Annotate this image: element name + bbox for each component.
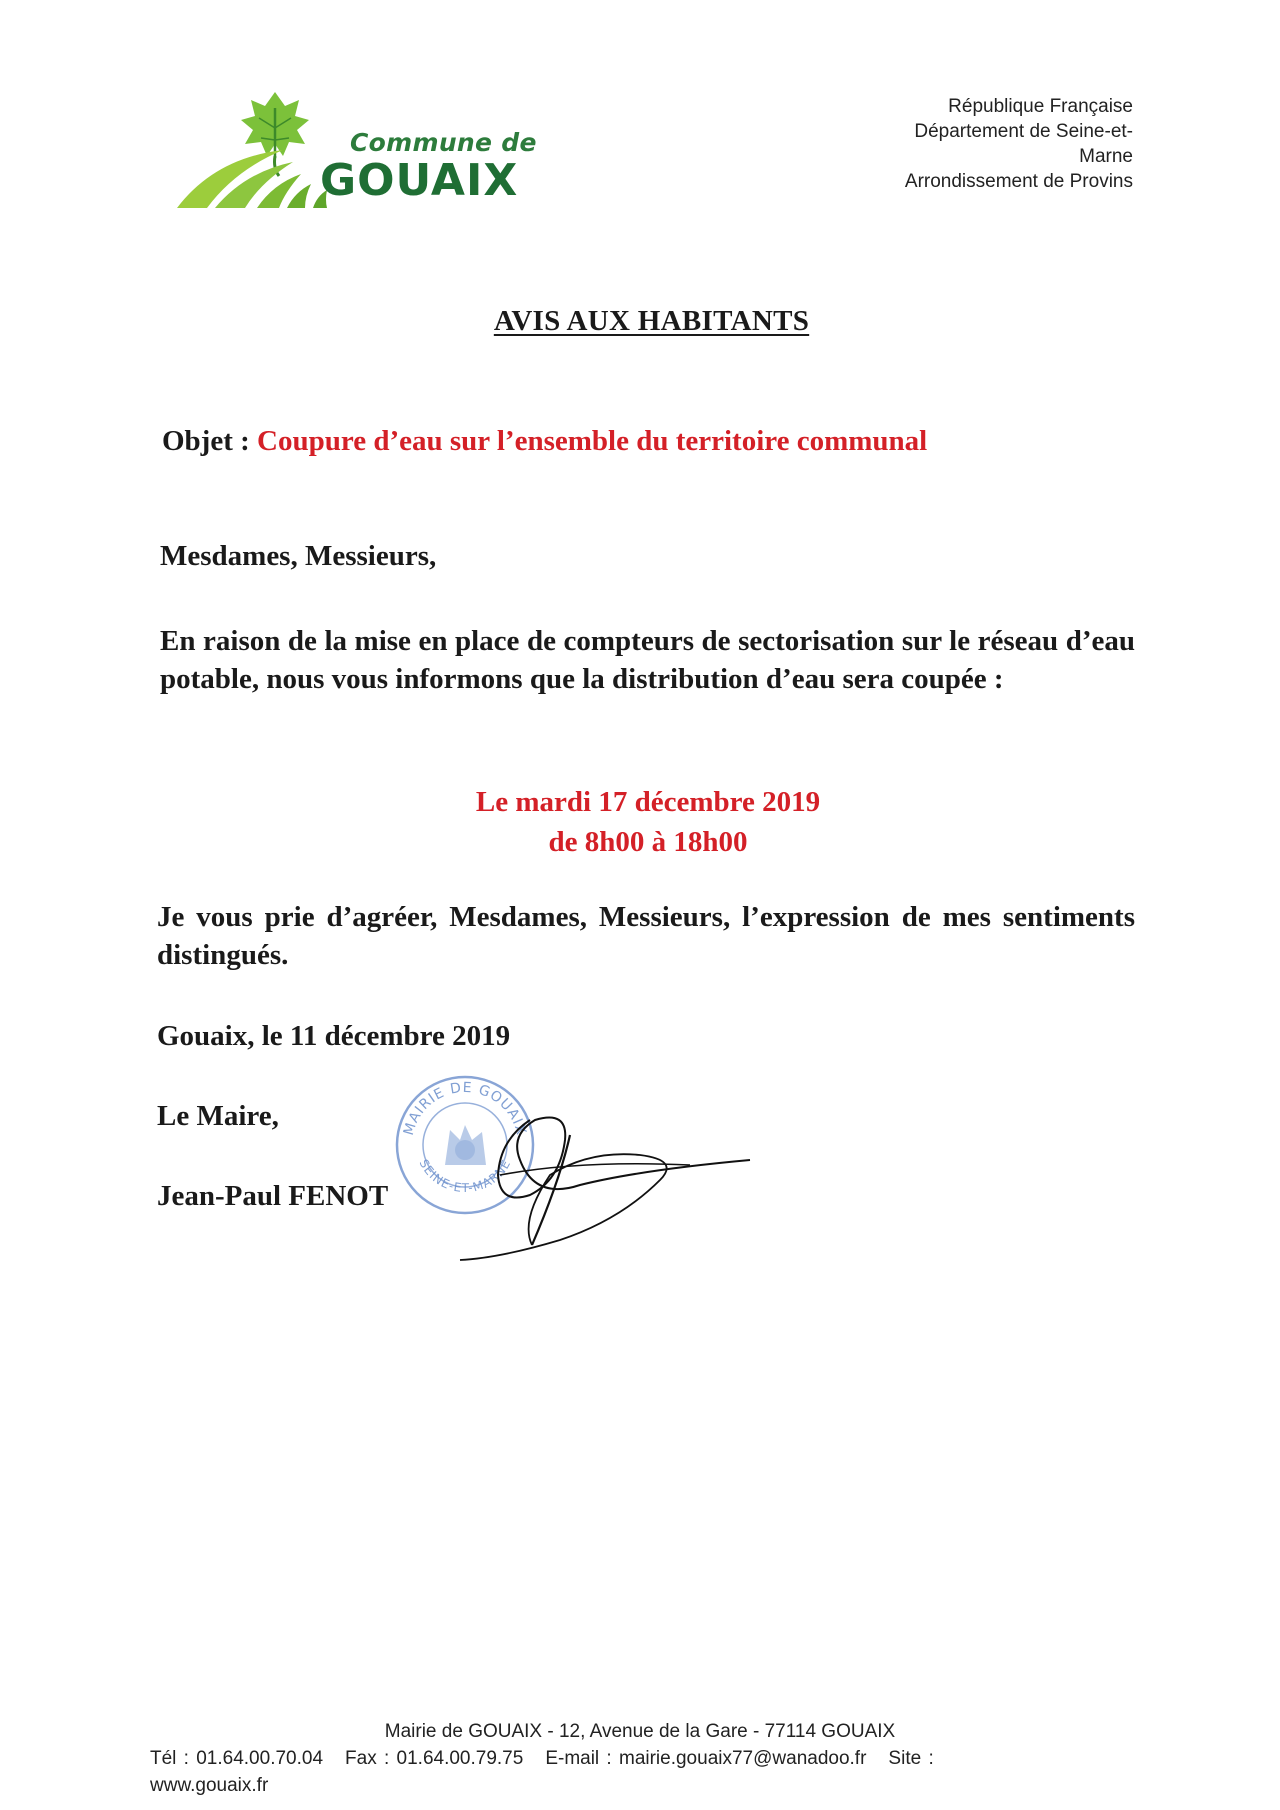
header-line-arrondissement: Arrondissement de Provins	[904, 171, 1133, 192]
outage-date-block	[0, 782, 1280, 862]
place-and-date: Gouaix, le 11 décembre 2019	[157, 1020, 511, 1052]
outage-date: Le mardi 17 décembre 2019	[475, 786, 821, 818]
footer-tel: Tél : 01.64.00.70.04	[150, 1748, 324, 1769]
footer-site-url[interactable]: www.gouaix.fr	[150, 1775, 269, 1796]
subject-label: Objet :	[162, 425, 250, 457]
logo-commune-text: Commune de	[350, 128, 537, 157]
signoff-title: Le Maire,	[157, 1100, 279, 1132]
footer-site-label: Site :	[888, 1748, 934, 1769]
administrative-header	[803, 94, 1133, 194]
header-line-republic: République Française	[948, 96, 1133, 117]
logo-gouaix-text: GOUAIX	[320, 155, 519, 206]
footer-email[interactable]: E-mail : mairie.gouaix77@wanadoo.fr	[545, 1748, 867, 1769]
notice-title: AVIS AUX HABITANTS	[493, 305, 810, 337]
footer-address: Mairie de GOUAIX - 12, Avenue de la Gare - 77114 GOUAIX	[384, 1721, 896, 1742]
commune-logo	[175, 88, 535, 213]
outage-hours: de 8h00 à 18h00	[548, 826, 748, 858]
closing-paragraph: Je vous prie d’agréer, Mesdames, Messieurs, l’expression de mes sentiments distingués.	[157, 901, 1135, 971]
body-paragraph: En raison de la mise en place de compteurs de sectorisation sur le réseau d’eau potable, nous vous informons que la distribution d’eau sera coupée :	[160, 625, 1135, 695]
header-line-department: Département de Seine-et-	[914, 121, 1133, 142]
footer-contacts	[150, 1745, 1030, 1799]
header-line-department-cont: Marne	[1079, 146, 1133, 167]
signatory-name: Jean-Paul FENOT	[157, 1180, 389, 1212]
footer-fax: Fax : 01.64.00.79.75	[345, 1748, 524, 1769]
handwritten-signature	[440, 1080, 770, 1270]
stamp-top-text: MAIRIE DE GOUAIX	[400, 1079, 530, 1138]
subject-line	[162, 425, 927, 458]
stamp-bottom-text: SEINE-ET-MARNE	[416, 1157, 514, 1196]
greeting: Mesdames, Messieurs,	[160, 540, 437, 572]
subject-text: Coupure d’eau sur l’ensemble du territoire communal	[257, 425, 928, 457]
